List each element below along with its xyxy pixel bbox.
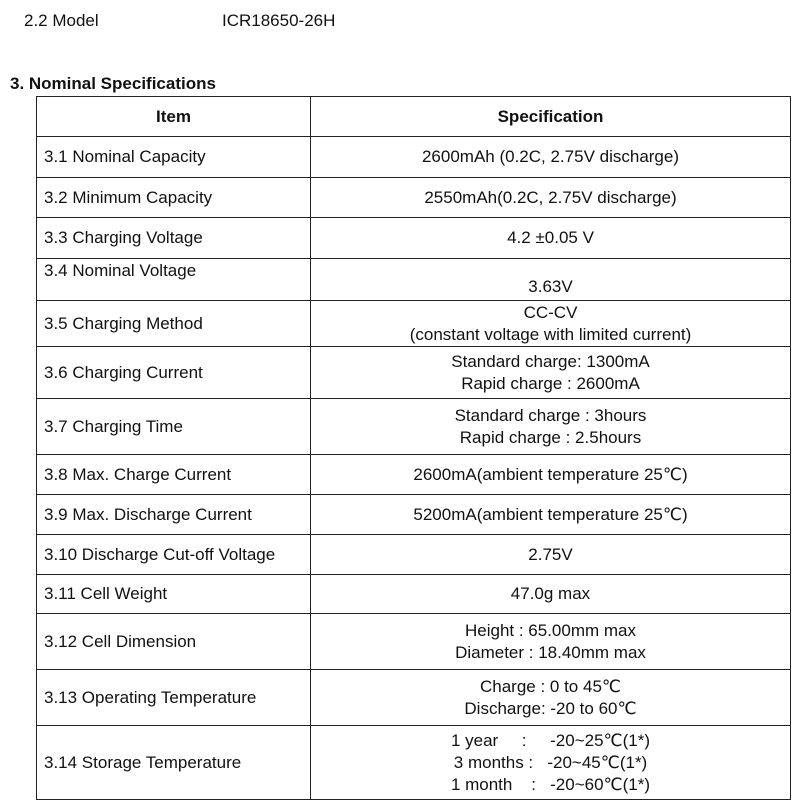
spec-cell: [311, 399, 791, 455]
column-header-item: Item: [37, 97, 311, 137]
table-row: [37, 259, 791, 301]
spec-line: 2.75V: [528, 544, 573, 564]
spec-cell: [311, 614, 791, 670]
spec-line: 3 months : -20~45℃(1*): [453, 752, 648, 772]
item-cell: 3.13 Operating Temperature: [37, 670, 311, 726]
spec-cell: [311, 670, 791, 726]
spec-line: Standard charge : 3hours: [454, 405, 647, 425]
spec-cell: [311, 137, 791, 178]
item-cell: 3.8 Max. Charge Current: [37, 455, 311, 495]
spec-line: Height : 65.00mm max: [464, 620, 636, 640]
item-cell: 3.4 Nominal Voltage: [37, 259, 311, 301]
spec-line: 2550mAh(0.2C, 2.75V discharge): [424, 187, 677, 207]
item-cell: 3.10 Discharge Cut-off Voltage: [37, 535, 311, 575]
table-row: [37, 575, 791, 614]
item-cell: 3.12 Cell Dimension: [37, 614, 311, 670]
spec-line: 1 year : -20~25℃(1*): [450, 730, 651, 750]
table-row: [37, 614, 791, 670]
spec-line: CC-CV: [523, 302, 578, 322]
spec-line: 2600mA(ambient temperature 25℃): [413, 464, 688, 484]
spec-cell: [311, 495, 791, 535]
item-cell: 3.2 Minimum Capacity: [37, 178, 311, 218]
nominal-specifications-table: [36, 96, 791, 800]
spec-cell: [311, 575, 791, 614]
table-row: [37, 218, 791, 259]
table-row: [37, 495, 791, 535]
item-cell: 3.6 Charging Current: [37, 347, 311, 399]
table-row: [37, 301, 791, 347]
spec-cell: [311, 347, 791, 399]
model-value: ICR18650-26H: [222, 11, 336, 30]
spec-line: 2600mAh (0.2C, 2.75V discharge): [421, 147, 680, 166]
table-row: [37, 137, 791, 178]
table-row: [37, 670, 791, 726]
spec-cell: [311, 259, 791, 301]
table-header-row: [37, 97, 791, 137]
spec-cell: [311, 726, 791, 800]
spec-line: 4.2 ±0.05 V: [507, 228, 594, 247]
spec-line: Standard charge: 1300mA: [451, 351, 650, 371]
spec-line: 47.0g max: [510, 584, 591, 603]
spec-cell: [311, 455, 791, 495]
table-row: [37, 178, 791, 218]
item-cell: 3.1 Nominal Capacity: [37, 137, 311, 178]
column-header-specification: Specification: [311, 97, 791, 137]
spec-line: Diameter : 18.40mm max: [455, 642, 646, 662]
spec-cell: [311, 218, 791, 259]
spec-line: 1 month : -20~60℃(1*): [450, 774, 651, 794]
item-cell: 3.7 Charging Time: [37, 399, 311, 455]
table-row: [37, 399, 791, 455]
item-cell: 3.3 Charging Voltage: [37, 218, 311, 259]
item-cell: 3.5 Charging Method: [37, 301, 311, 347]
section-title: 3. Nominal Specifications: [10, 74, 216, 93]
spec-line: (constant voltage with limited current): [409, 324, 692, 344]
spec-line: Rapid charge : 2.5hours: [459, 427, 642, 447]
table-row: [37, 726, 791, 800]
spec-line: 5200mA(ambient temperature 25℃): [413, 504, 688, 524]
spec-cell: [311, 301, 791, 347]
spec-cell: [311, 535, 791, 575]
spec-line: Charge : 0 to 45℃: [479, 676, 621, 696]
spec-cell: [311, 178, 791, 218]
table-row: [37, 347, 791, 399]
item-cell: 3.9 Max. Discharge Current: [37, 495, 311, 535]
model-label: 2.2 Model: [24, 11, 99, 30]
spec-line: 3.63V: [528, 277, 573, 296]
item-cell: 3.11 Cell Weight: [37, 575, 311, 614]
table-row: [37, 535, 791, 575]
table-row: [37, 455, 791, 495]
spec-line: Discharge: -20 to 60℃: [464, 698, 637, 718]
item-cell: 3.14 Storage Temperature: [37, 726, 311, 800]
spec-line: Rapid charge : 2600mA: [461, 373, 640, 393]
